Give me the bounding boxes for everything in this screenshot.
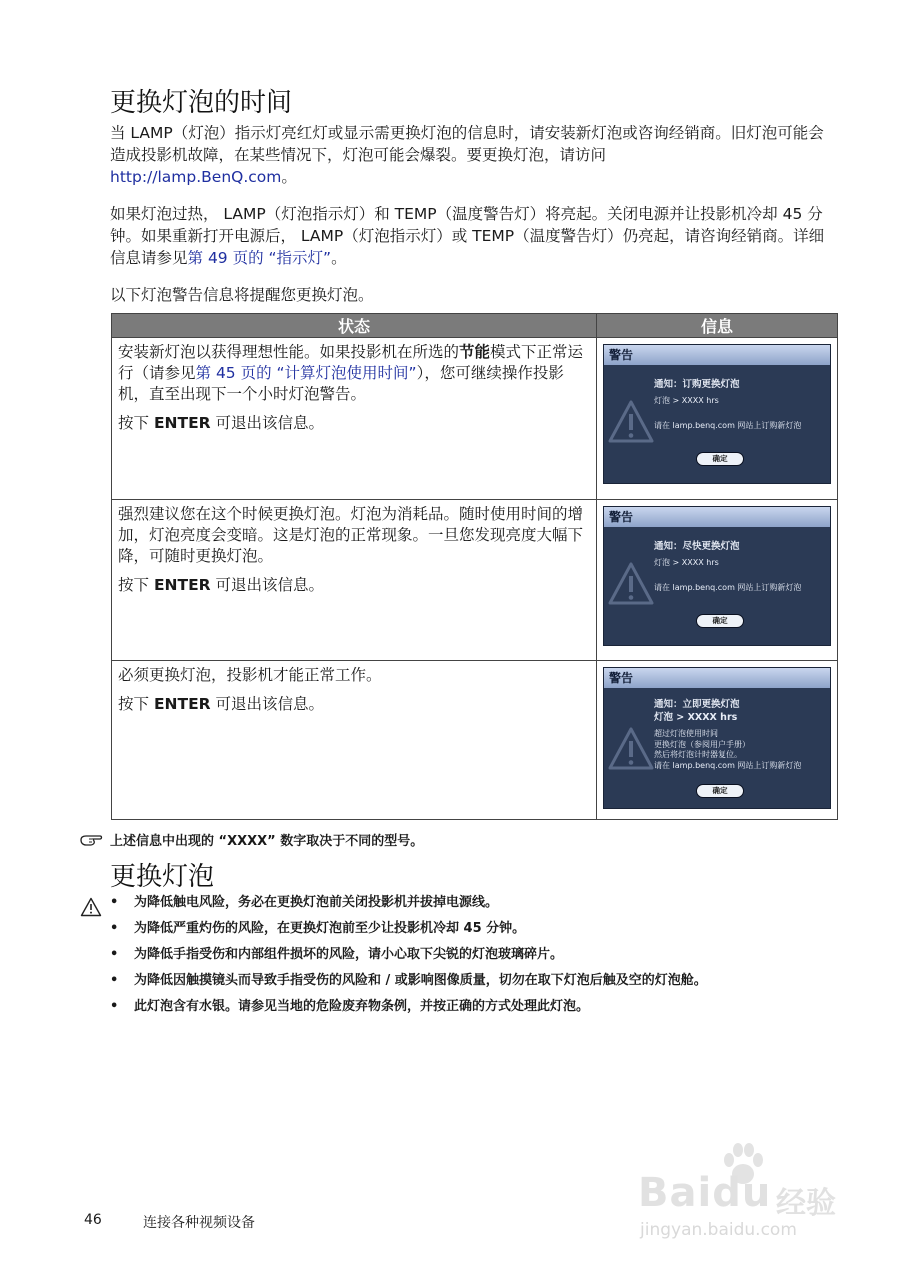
dialog-header: 警告 (604, 345, 830, 365)
warning-dialog: 警告 通知：立即更换灯泡 灯泡 > XXXX hrs 超过灯泡使用时间 更换灯泡（参阅用户手册） 然后将灯泡计时器复位。 请在 lamp.benq.com 网站上订购新灯泡 确定 (603, 667, 831, 809)
watermark-brand: Baidu (638, 1170, 772, 1216)
page-number: 46 (84, 1212, 102, 1228)
ok-button[interactable]: 确定 (696, 614, 744, 628)
baidu-watermark (638, 1150, 858, 1250)
header-status: 状态 (112, 314, 597, 338)
table-row (112, 661, 838, 820)
caution-icon (80, 897, 102, 917)
lamp-hours-link[interactable]: 第 45 页的 “计算灯泡使用时间” (195, 364, 417, 382)
info-cell (597, 338, 838, 500)
lamp-warning-table (111, 313, 838, 820)
info-cell (597, 500, 838, 661)
list-item: • 为降低因触摸镜头而导致手指受伤的风险和 / 或影响图像质量，切勿在取下灯泡后触及空的灯泡舱。 (110, 973, 707, 988)
warning-intro: 以下灯泡警告信息将提醒您更换灯泡。 (110, 286, 374, 304)
dialog-header: 警告 (604, 668, 830, 688)
chapter-title: 连接各种视频设备 (143, 1215, 255, 1231)
dialog-title: 通知：尽快更换灯泡 (654, 541, 740, 552)
enter-key: ENTER (153, 414, 211, 432)
list-item: • 为降低严重灼伤的风险，在更换灯泡前至少让投影机冷却 45 分钟。 (110, 921, 526, 936)
overheat-paragraph: 如果灯泡过热， LAMP（灯泡指示灯）和 TEMP（温度警告灯）将亮起。关闭电源并让投影机冷却 45 分钟。如果重新打开电源后， LAMP（灯泡指示灯）或 TEMP（温度警告灯）仍亮起，请咨询经销商。详细信息请参见第 49 页的 “指示灯”。 (110, 205, 825, 267)
status-cell: 安装新灯泡以获得理想性能。如果投影机在所选的节能模式下正常运行（请参见第 45 页的 “计算灯泡使用时间”），您可继续操作投影机，直至出现下一个小时灯泡警告。 按下 ENTER 可退出该信息。 (112, 338, 597, 500)
info-cell (597, 661, 838, 820)
status-cell: 强烈建议您在这个时候更换灯泡。灯泡为消耗品。随时使用时间的增加，灯泡亮度会变暗。这是灯泡的正常现象。一旦您发现亮度大幅下降，可随时更换灯泡。 按下 ENTER 可退出该信息。 (112, 500, 597, 661)
enter-key: ENTER (153, 576, 211, 594)
lamp-url-link[interactable]: http://lamp.BenQ.com (110, 168, 282, 186)
list-item: • 为降低触电风险，务必在更换灯泡前关闭投影机并拔掉电源线。 (110, 895, 499, 910)
dialog-title: 通知：立即更换灯泡 (654, 699, 740, 710)
enter-key: ENTER (153, 695, 211, 713)
table-row (112, 500, 838, 661)
warning-dialog: 警告 通知：订购更换灯泡 灯泡 > XXXX hrs 请在 lamp.benq.com 网站上订购新灯泡 确定 (603, 344, 831, 484)
intro-paragraph: 当 LAMP（灯泡）指示灯亮红灯或显示需更换灯泡的信息时，请安装新灯泡或咨询经销商。旧灯泡可能会造成投影机故障，在某些情况下，灯泡可能会爆裂。要更换灯泡，请访问 http://lamp.BenQ.com。 (110, 124, 824, 186)
table-header-row (112, 314, 838, 338)
header-info: 信息 (597, 314, 838, 338)
pointing-hand-icon (80, 832, 106, 848)
warning-dialog: 警告 通知：尽快更换灯泡 灯泡 > XXXX hrs 请在 lamp.benq.com 网站上订购新灯泡 确定 (603, 506, 831, 646)
safety-list (110, 895, 850, 1025)
watermark-brand-suffix: 经验 (776, 1186, 836, 1221)
status-cell: 必须更换灯泡，投影机才能正常工作。 按下 ENTER 可退出该信息。 (112, 661, 597, 820)
ok-button[interactable]: 确定 (696, 784, 744, 798)
warning-triangle-icon (608, 726, 654, 772)
indicator-page-link[interactable]: 第 49 页的 “指示灯” (187, 249, 332, 267)
table-row (112, 338, 838, 500)
dialog-title: 通知：订购更换灯泡 (654, 379, 740, 390)
dialog-header: 警告 (604, 507, 830, 527)
list-item: • 为降低手指受伤和内部组件损坏的风险，请小心取下尖锐的灯泡玻璃碎片。 (110, 947, 564, 962)
model-note: 上述信息中出现的 “XXXX” 数字取决于不同的型号。 (80, 830, 423, 849)
warning-triangle-icon (608, 399, 654, 445)
page-title: 更换灯泡的时间 (110, 88, 293, 118)
list-item: • 此灯泡含有水银。请参见当地的危险废弃物条例，并按正确的方式处理此灯泡。 (110, 999, 590, 1014)
warning-triangle-icon (608, 561, 654, 607)
intro-text: 当 LAMP（灯泡）指示灯亮红灯或显示需更换灯泡的信息时，请安装新灯泡或咨询经销商。旧灯泡可能会造成投影机故障，在某些情况下，灯泡可能会爆裂。要更换灯泡，请访问 (110, 124, 824, 164)
watermark-url: jingyan.baidu.com (640, 1220, 797, 1240)
ok-button[interactable]: 确定 (696, 452, 744, 466)
section-title-replace: 更换灯泡 (110, 862, 215, 892)
